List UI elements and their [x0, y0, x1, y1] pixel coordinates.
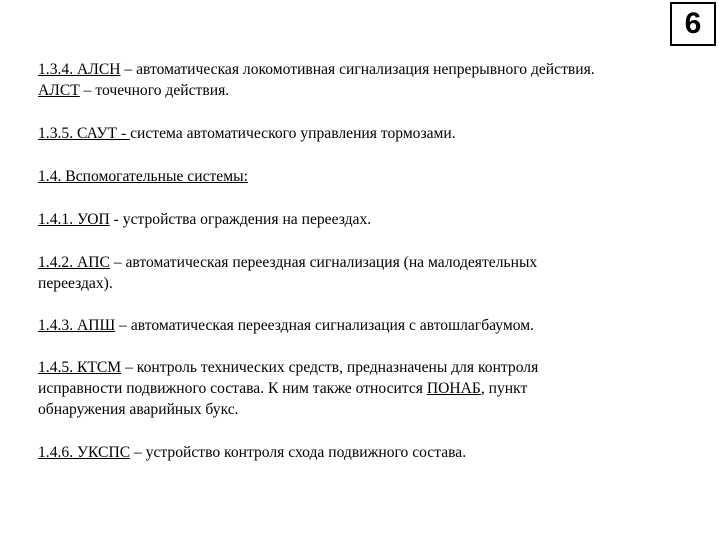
text-apsh: – автоматическая переездная сигнализация с автошлагбаумом.	[115, 317, 534, 334]
text-uop: - устройства ограждения на переездах.	[109, 211, 372, 228]
text-alst: – точечного действия.	[79, 82, 230, 99]
text-alsn: – автоматическая локомотивная сигнализация непрерывного действия.	[120, 61, 595, 78]
text-ktsm-line3: обнаружения аварийных букс.	[38, 401, 239, 418]
heading-aux-systems: 1.4. Вспомогательные системы:	[38, 168, 248, 185]
document-body	[38, 59, 708, 463]
text-ponab: , пункт	[480, 380, 528, 397]
term-alsn: 1.3.4. АЛСН	[38, 61, 121, 78]
term-aps: 1.4.2. АПС	[38, 254, 110, 271]
term-uksps: 1.4.6. УКСПС	[38, 444, 131, 461]
term-saut: 1.3.5. САУТ -	[38, 125, 131, 142]
paragraph-uop	[38, 209, 708, 230]
text-aps: – автоматическая переездная сигнализация (на малодеятельных	[109, 254, 538, 271]
paragraph-aux-systems-heading	[38, 166, 708, 187]
term-ktsm: 1.4.5. КТСМ	[38, 359, 122, 376]
paragraph-saut	[38, 123, 708, 144]
term-uop: 1.4.1. УОП	[38, 211, 110, 228]
text-uksps: – устройство контроля схода подвижного состава.	[130, 444, 467, 461]
term-ponab: ПОНАБ	[426, 380, 481, 397]
page-number-box	[670, 2, 716, 46]
paragraph-aps	[38, 252, 708, 294]
paragraph-apsh	[38, 315, 708, 336]
term-apsh: 1.4.3. АПШ	[38, 317, 116, 334]
page-number: 6	[684, 7, 702, 40]
term-alst: АЛСТ	[38, 82, 80, 99]
paragraph-uksps	[38, 442, 708, 463]
text-saut: система автоматического управления тормозами.	[130, 125, 456, 142]
paragraph-alsn	[38, 59, 708, 101]
paragraph-ktsm	[38, 357, 708, 420]
text-ktsm: – контроль технических средств, предназначены для контроля	[121, 359, 539, 376]
text-aps-cont: переездах).	[38, 275, 113, 292]
text-ktsm-line2: исправности подвижного состава. К ним также относится	[38, 380, 427, 397]
